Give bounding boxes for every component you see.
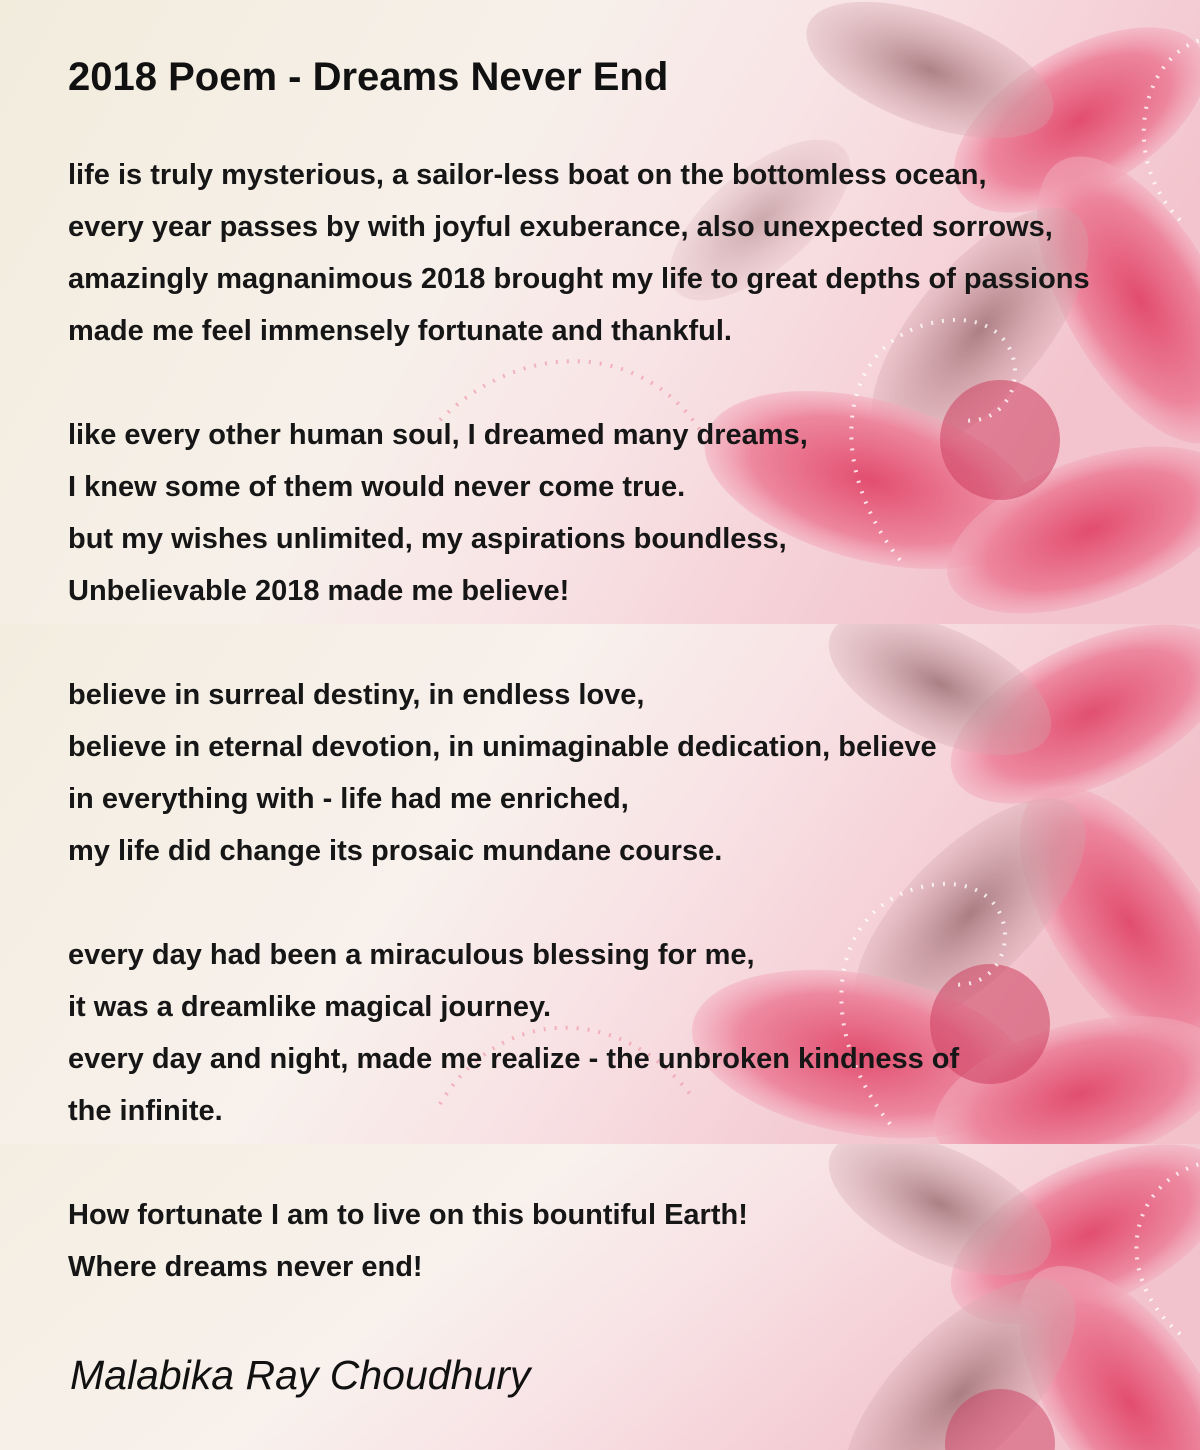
poem-line: I knew some of them would never come true. [68, 471, 686, 503]
poem-line: Where dreams never end! [68, 1251, 423, 1283]
poem-line: every year passes by with joyful exuberance, also unexpected sorrows, [68, 211, 1053, 243]
poem-line: every day had been a miraculous blessing for me, [68, 939, 755, 971]
poem-line: in everything with - life had me enriched, [68, 783, 629, 815]
poem-line: my life did change its prosaic mundane course. [68, 835, 723, 867]
poem-line: amazingly magnanimous 2018 brought my life to great depths of passions [68, 263, 1090, 295]
poem-line: life is truly mysterious, a sailor-less boat on the bottomless ocean, [68, 159, 987, 191]
poem-line: the infinite. [68, 1095, 223, 1127]
poem-line: like every other human soul, I dreamed many dreams, [68, 419, 808, 451]
poem-line: it was a dreamlike magical journey. [68, 991, 552, 1023]
poem-line: believe in surreal destiny, in endless love, [68, 679, 645, 711]
poem-line: but my wishes unlimited, my aspirations boundless, [68, 523, 787, 555]
poem-line: Unbelievable 2018 made me believe! [68, 575, 570, 607]
poem-line: made me feel immensely fortunate and thankful. [68, 315, 732, 347]
poem-line: How fortunate I am to live on this bountiful Earth! [68, 1199, 748, 1231]
poem-author: Malabika Ray Choudhury [70, 1352, 531, 1398]
poem-line: every day and night, made me realize - the unbroken kindness of [68, 1043, 960, 1075]
poem-line: believe in eternal devotion, in unimaginable dedication, believe [68, 731, 937, 763]
poem-title: 2018 Poem - Dreams Never End [68, 55, 669, 99]
